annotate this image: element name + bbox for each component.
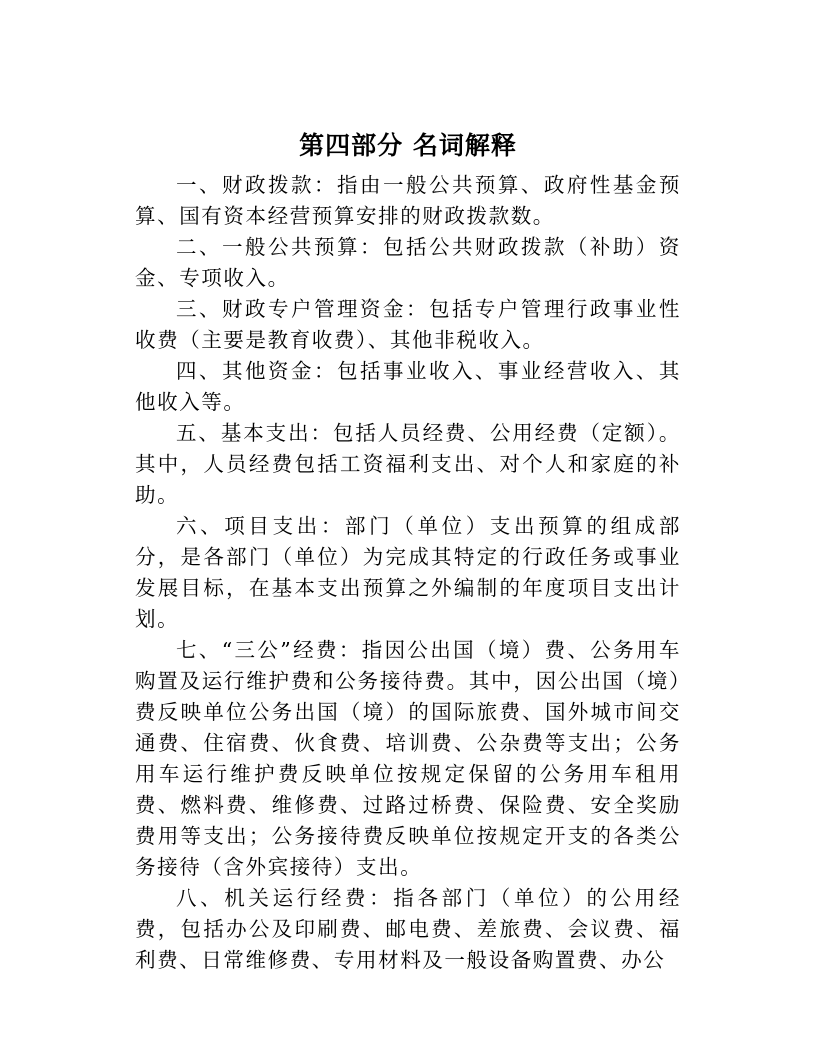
paragraph-general-public-budget: 二、一般公共预算：包括公共财政拨款（补助）资金、专项收入。 xyxy=(135,235,681,290)
paragraph-agency-operating-expenses: 八、机关运行经费：指各部门（单位）的公用经费，包括办公及印刷费、邮电费、差旅费、会议费、福利费、日常维修费、专用材料及一般设备购置费、办公 xyxy=(135,886,681,972)
paragraph-special-account-funds: 三、财政专户管理资金：包括专户管理行政事业性收费（主要是教育收费）、其他非税收入。 xyxy=(135,297,681,352)
paragraph-other-funds: 四、其他资金：包括事业收入、事业经营收入、其他收入等。 xyxy=(135,359,681,414)
document-body xyxy=(135,170,681,976)
paragraph-basic-expenditure: 五、基本支出：包括人员经费、公用经费（定额）。其中，人员经费包括工资福利支出、对个人和家庭的补助。 xyxy=(135,421,681,507)
page-title: 第四部分 名词解释 xyxy=(299,131,517,160)
paragraph-fiscal-appropriation: 一、财政拨款：指由一般公共预算、政府性基金预算、国有资本经营预算安排的财政拨款数。 xyxy=(135,173,681,228)
paragraph-three-public-expenses: 七、“三公”经费：指因公出国（境）费、公务用车购置及运行维护费和公务接待费。其中，因公出国（境）费反映单位公务出国（境）的国际旅费、国外城市间交通费、住宿费、伙食费、培训费、公杂费等支出；公务用车运行维护费反映单位按规定保留的公务用车租用费、燃料费、维修费、过路过桥费、保险费、安全奖励费用等支出；公务接待费反映单位按规定开支的各类公务接待（含外宾接待）支出。 xyxy=(135,638,681,879)
paragraph-project-expenditure: 六、项目支出：部门（单位）支出预算的组成部分，是各部门（单位）为完成其特定的行政任务或事业发展目标，在基本支出预算之外编制的年度项目支出计划。 xyxy=(135,514,681,631)
